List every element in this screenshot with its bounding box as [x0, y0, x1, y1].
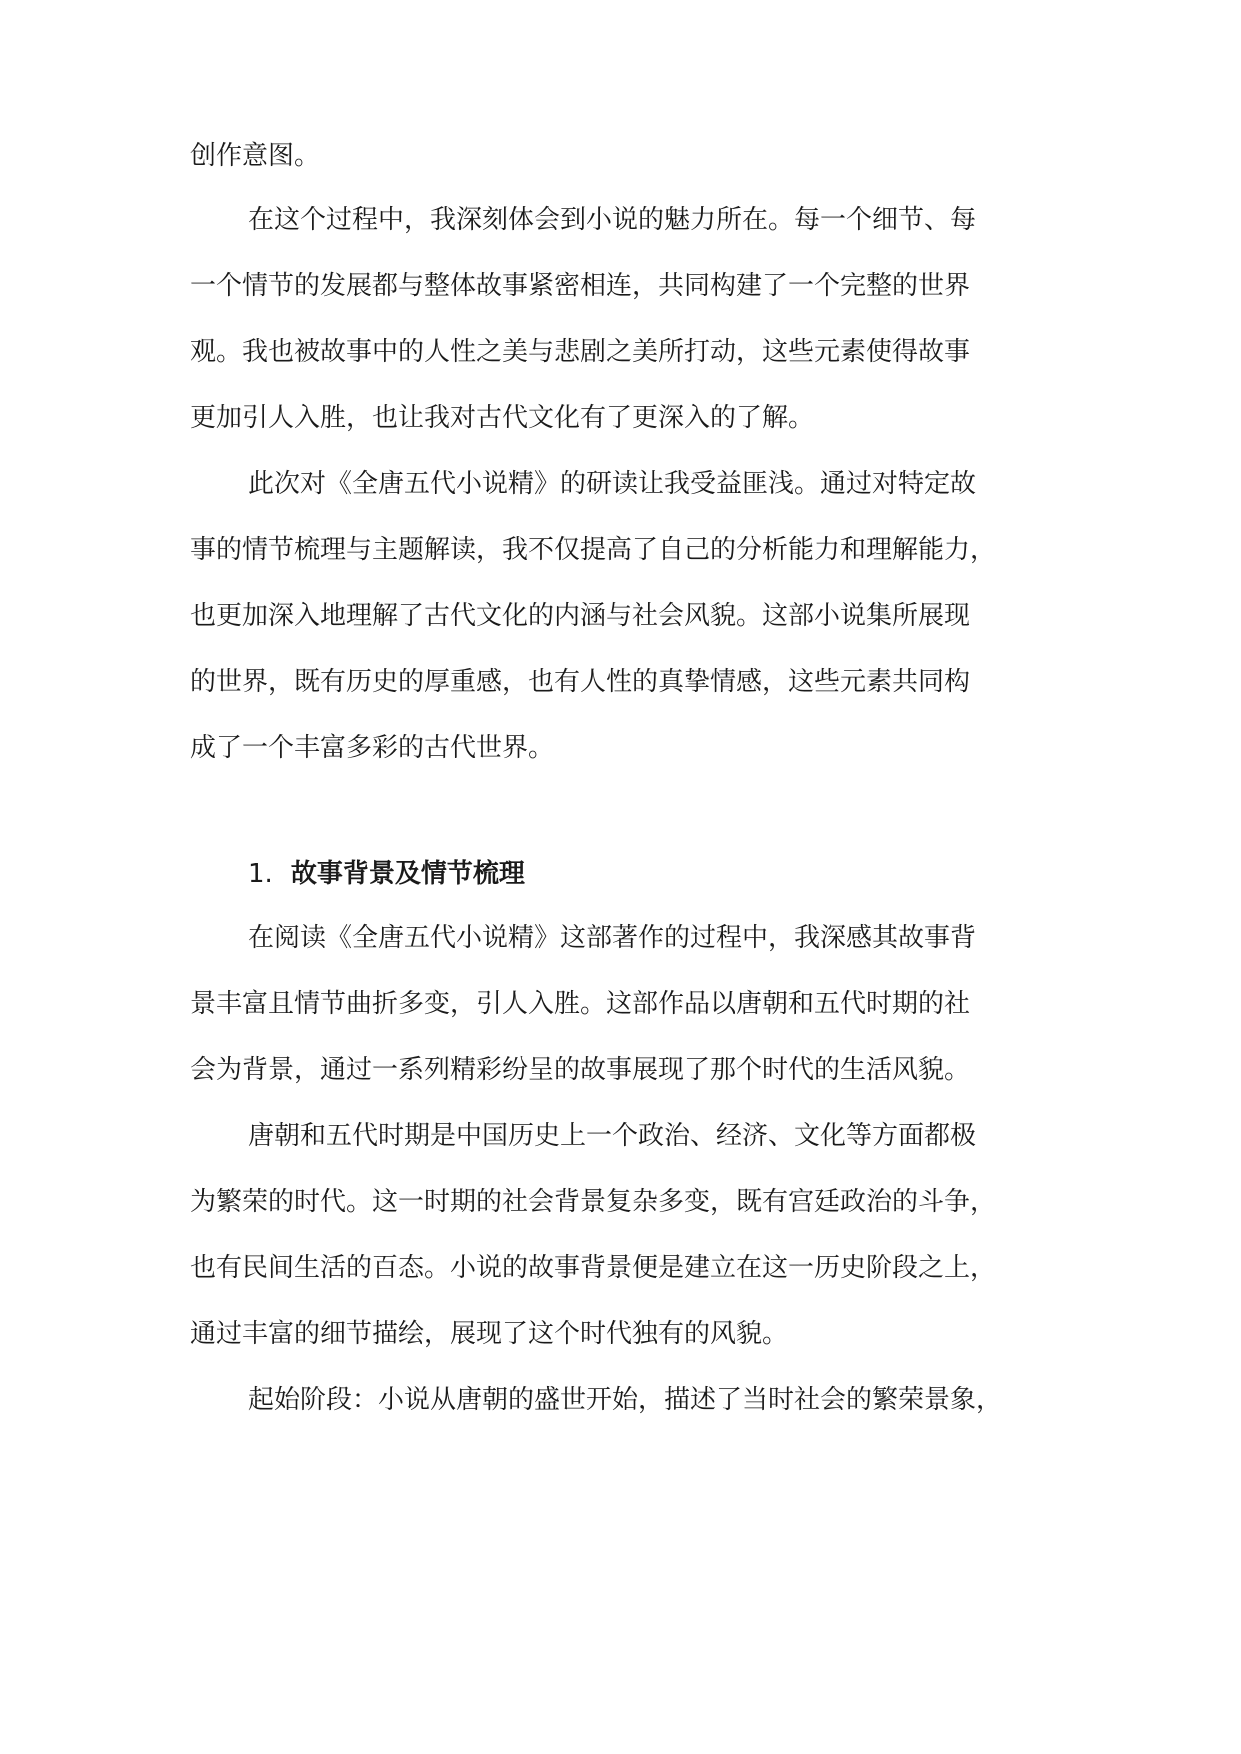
text-line: 景丰富且情节曲折多变，引人入胜。这部作品以唐朝和五代时期的社 — [190, 989, 971, 1019]
text-line: 起始阶段：小说从唐朝的盛世开始，描述了当时社会的繁荣景象， — [248, 1385, 1003, 1415]
text-line: 此次对《全唐五代小说精》的研读让我受益匪浅。通过对特定故 — [248, 469, 977, 499]
text-line: 观。我也被故事中的人性之美与悲剧之美所打动，这些元素使得故事 — [190, 337, 971, 367]
section-heading-text: 故事背景及情节梳理 — [290, 859, 525, 889]
text-line: 也有民间生活的百态。小说的故事背景便是建立在这一历史阶段之上， — [190, 1253, 997, 1283]
text-line: 唐朝和五代时期是中国历史上一个政治、经济、文化等方面都极 — [248, 1121, 977, 1151]
text-line: 通过丰富的细节描绘，展现了这个时代独有的风貌。 — [190, 1319, 789, 1349]
text-line: 会为背景，通过一系列精彩纷呈的故事展现了那个时代的生活风貌。 — [190, 1055, 971, 1085]
text-line: 的世界，既有历史的厚重感，也有人性的真挚情感，这些元素共同构 — [190, 667, 971, 697]
text-line: 也更加深入地理解了古代文化的内涵与社会风貌。这部小说集所展现 — [190, 601, 971, 631]
text-line: 为繁荣的时代。这一时期的社会背景复杂多变，既有宫廷政治的斗争， — [190, 1187, 997, 1217]
text-line: 创作意图。 — [190, 141, 321, 171]
text-line: 事的情节梳理与主题解读，我不仅提高了自己的分析能力和理解能力， — [190, 535, 997, 565]
text-line: 一个情节的发展都与整体故事紧密相连，共同构建了一个完整的世界 — [190, 271, 971, 301]
text-line: 成了一个丰富多彩的古代世界。 — [190, 733, 555, 763]
text-line: 更加引人入胜，也让我对古代文化有了更深入的了解。 — [190, 403, 815, 433]
text-line: 在阅读《全唐五代小说精》这部著作的过程中，我深感其故事背 — [248, 923, 977, 953]
section-heading-number: 1. — [248, 859, 273, 889]
text-line: 在这个过程中，我深刻体会到小说的魅力所在。每一个细节、每 — [248, 205, 977, 235]
section-heading — [248, 856, 525, 892]
